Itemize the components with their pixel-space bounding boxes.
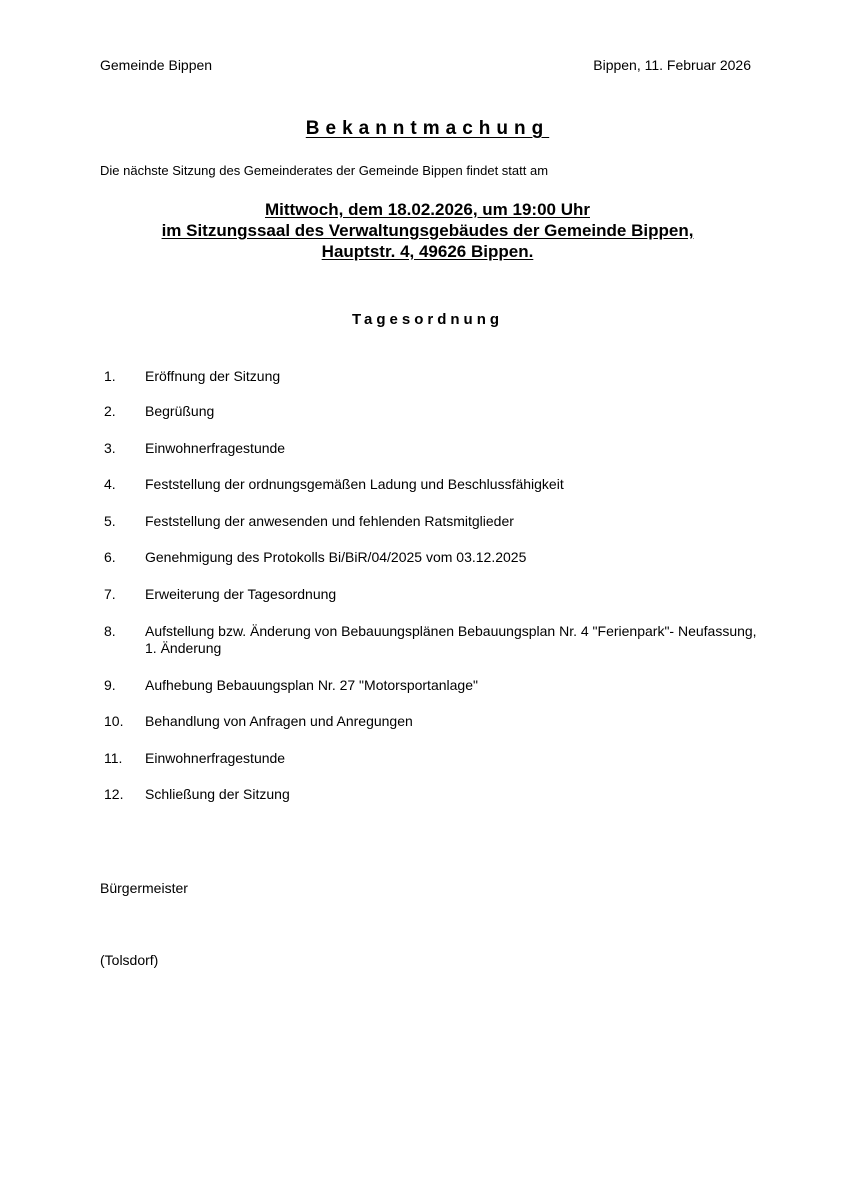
- agenda-item-number: 12.: [104, 786, 124, 802]
- agenda-item-number: 7.: [104, 586, 116, 602]
- agenda-item-number: 10.: [104, 713, 124, 729]
- meeting-location: im Sitzungssaal des Verwaltungsgebäudes der Gemeinde Bippen,: [161, 221, 694, 240]
- signature-title: Bürgermeister: [100, 880, 188, 896]
- agenda-item-number: 6.: [104, 549, 116, 565]
- agenda-item-text: Feststellung der ordnungsgemäßen Ladung und Beschlussfähigkeit: [145, 476, 564, 492]
- agenda-item-text: Behandlung von Anfragen und Anregungen: [145, 713, 413, 729]
- document-title-text: Bekanntmachung: [305, 118, 550, 139]
- meeting-address: Hauptstr. 4, 49626 Bippen.: [321, 242, 534, 261]
- agenda-item-text: Aufhebung Bebauungsplan Nr. 27 "Motorsportanlage": [145, 677, 478, 693]
- agenda-item-number: 4.: [104, 476, 116, 492]
- agenda-item-text: Aufstellung bzw. Änderung von Bebauungsplänen Bebauungsplan Nr. 4 "Ferienpark"- Neufassung, 1. Änderung: [145, 623, 757, 656]
- agenda-item-text: Einwohnerfragestunde: [145, 750, 286, 766]
- agenda-item-number: 3.: [104, 440, 116, 456]
- meeting-details: [0, 199, 855, 262]
- agenda-item-text: Feststellung der anwesenden und fehlenden Ratsmitglieder: [145, 513, 514, 529]
- agenda-item-number: 11.: [104, 750, 123, 766]
- agenda-item-text: Eröffnung der Sitzung: [145, 368, 281, 384]
- agenda-item-text: Schließung der Sitzung: [145, 786, 290, 802]
- agenda-item-text: Begrüßung: [145, 403, 215, 419]
- agenda-item-number: 5.: [104, 513, 116, 529]
- agenda-item-text: Einwohnerfragestunde: [145, 440, 286, 456]
- agenda-item-text: Erweiterung der Tagesordnung: [145, 586, 337, 602]
- agenda-item-number: 8.: [104, 623, 116, 639]
- document-title: [0, 118, 855, 140]
- signature-name: (Tolsdorf): [100, 952, 159, 968]
- meeting-date-time: Mittwoch, dem 18.02.2026, um 19:00 Uhr: [264, 200, 590, 219]
- intro-text: Die nächste Sitzung des Gemeinderates der Gemeinde Bippen findet statt am: [100, 163, 549, 178]
- place-date: Bippen, 11. Februar 2026: [593, 57, 751, 73]
- agenda-item-number: 9.: [104, 677, 116, 693]
- agenda-title: Tagesordnung: [351, 311, 504, 328]
- agenda-item-number: 1.: [104, 368, 116, 384]
- municipality-name: Gemeinde Bippen: [100, 57, 213, 73]
- agenda-item-text: Genehmigung des Protokolls Bi/BiR/04/2025 vom 03.12.2025: [145, 549, 527, 565]
- agenda-item-number: 2.: [104, 403, 116, 419]
